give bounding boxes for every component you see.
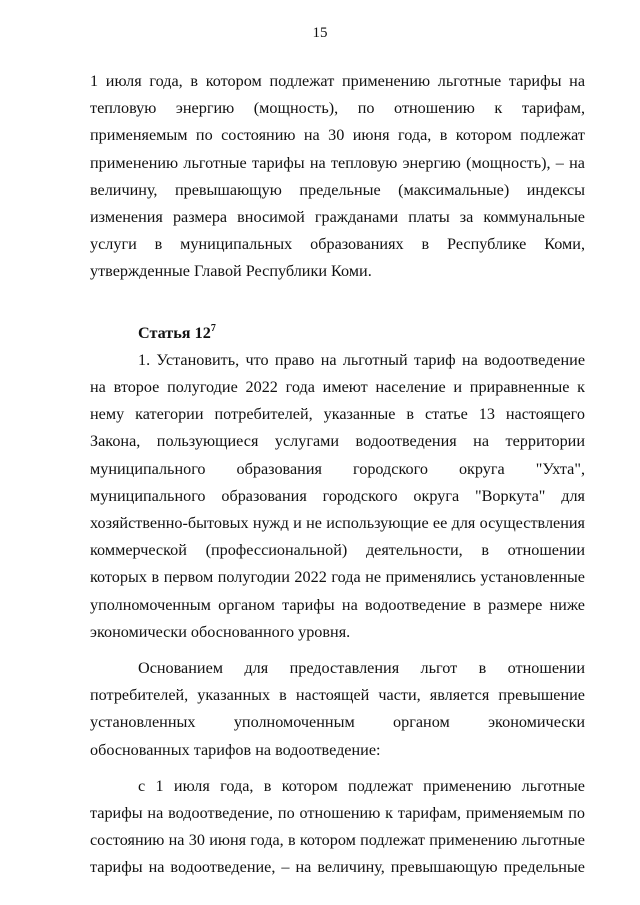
page-number: 15 bbox=[312, 25, 328, 41]
article-title: Статья 12 bbox=[138, 323, 211, 342]
intro-paragraph: 1 июля года, в котором подлежат применению льготные тарифы на тепловую энергию (мощность), по отношению к тарифам, применяемым по состоянию на 30 июня года, в котором подлежат применению льготные тарифы на тепловую энергию (мощность), – на величину, превышающую предельные (максимальные) индексы изменения размера вносимой гражданами платы за коммунальные услуги в муниципальных образованиях в Республике Коми, утвержденные Главой Республики Коми. bbox=[90, 72, 585, 281]
article-title-superscript: 7 bbox=[210, 322, 216, 334]
document-body bbox=[90, 68, 585, 882]
article-paragraph-1: 1. Установить, что право на льготный тариф на водоотведение на второе полугодие 2022 года имеют население и приравненные к нему категории потребителей, указанные в статье 13 настоящего Закона, пользующиеся услугами водоотведения на территории муниципального образования городского округа "Ухта", муниципального образования городского округа "Воркута" для хозяйственно-бытовых нужд и не использующие ее для осуществления коммерческой (профессиональной) деятельности, в отношении которых в первом полугодии 2022 года не применялись установленные уполномоченным органом тарифы на водоотведение в размере ниже экономически обоснованного уровня. bbox=[90, 350, 585, 641]
article-heading bbox=[138, 320, 585, 347]
article-paragraph-2: Основанием для предоставления льгот в отношении потребителей, указанных в настоящей части, является превышение установленных уполномоченным органом экономически обоснованных тарифов на водоотведение: bbox=[90, 659, 585, 759]
article-paragraph-3: с 1 июля года, в котором подлежат применению льготные тарифы на водоотведение, по отношению к тарифам, применяемым по состоянию на 30 июня года, в котором подлежат применению льготные тарифы на водоотведение, – на величину, превышающую предельные bbox=[90, 776, 585, 877]
